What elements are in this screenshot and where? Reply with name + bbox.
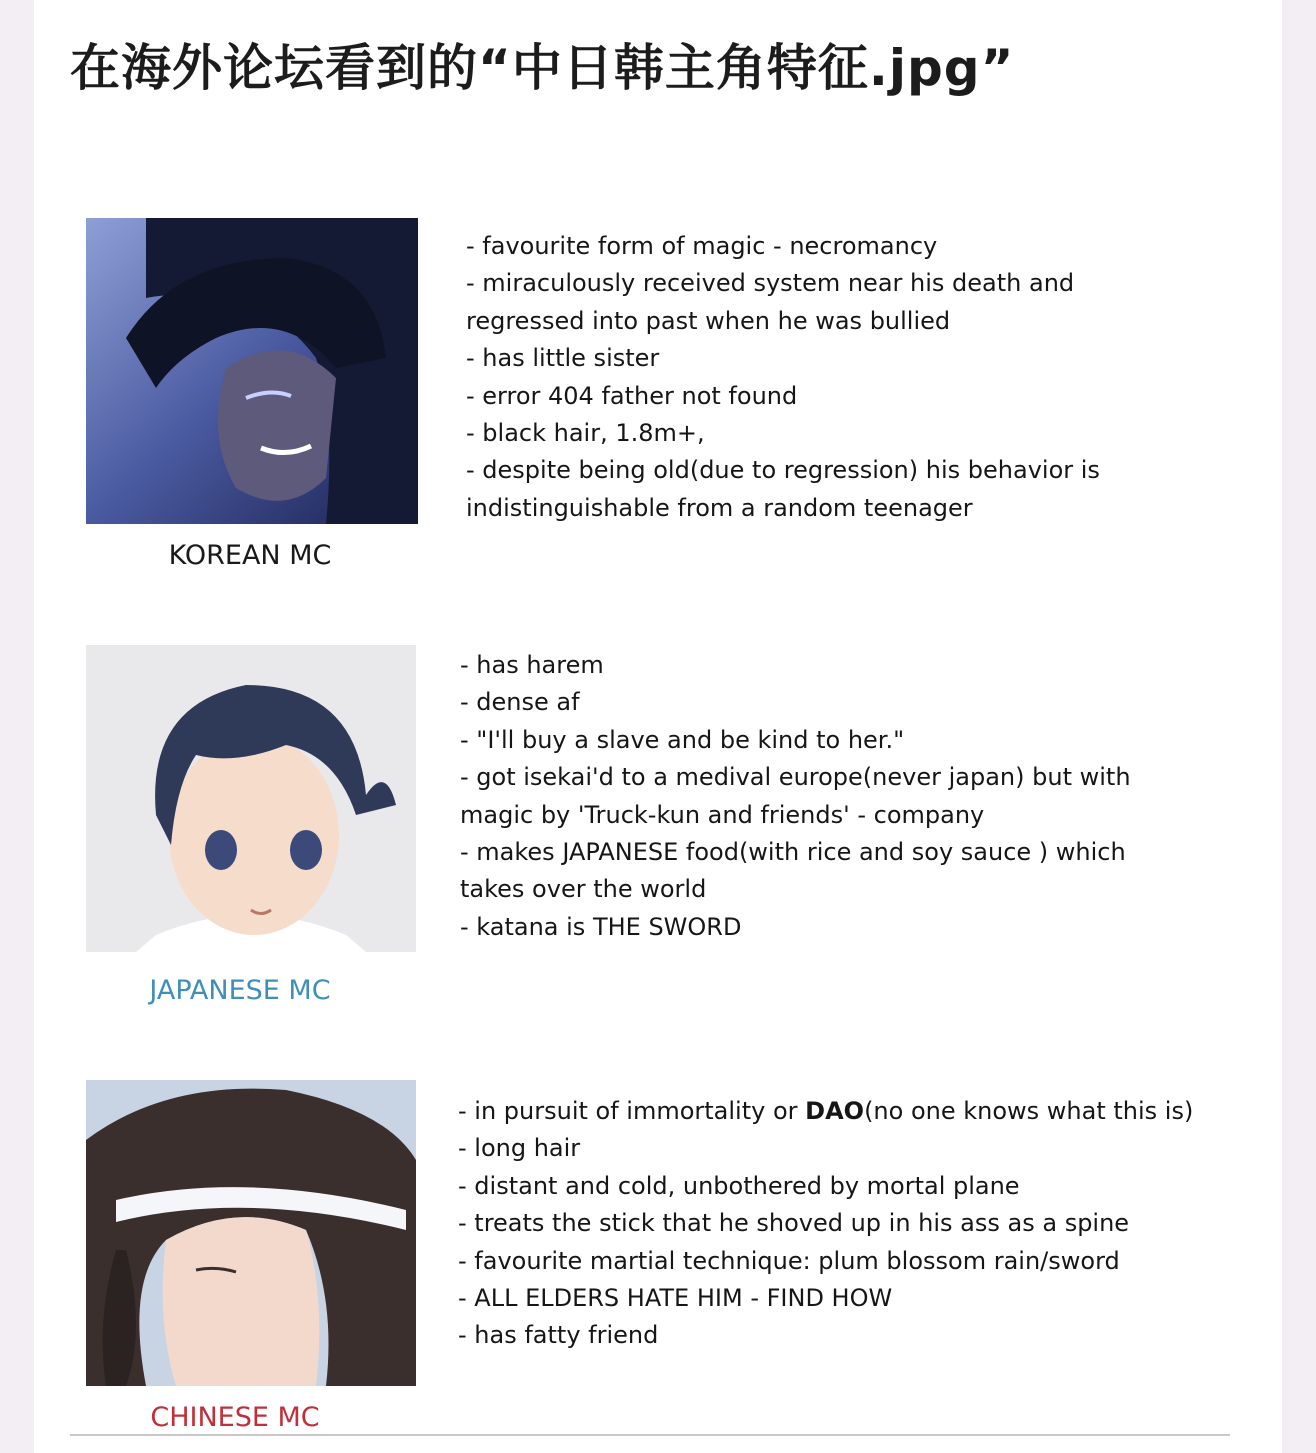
trait-line: - favourite martial technique: plum blossom rain/sword — [458, 1246, 1120, 1275]
trait-line: - miraculously received system near his death and — [466, 269, 1075, 298]
trait-line: - ALL ELDERS HATE HIM - FIND HOW — [458, 1284, 893, 1313]
japanese-mc-label: JAPANESE MC — [149, 975, 331, 1006]
trait-line: - makes JAPANESE food(with rice and soy sauce ) which — [460, 838, 1126, 867]
korean-mc-portrait — [86, 218, 418, 524]
trait-line: - got isekai'd to a medival europe(never japan) but with — [460, 763, 1131, 792]
chinese-mc-portrait — [86, 1080, 416, 1386]
trait-line: - treats the stick that he shoved up in his ass as a spine — [458, 1209, 1130, 1238]
japanese-mc-portrait — [86, 645, 416, 952]
trait-dao-bold: DAO — [805, 1097, 865, 1125]
trait-line — [458, 1093, 1248, 1130]
trait-line: magic by 'Truck-kun and friends' - company — [460, 800, 985, 829]
trait-line: - despite being old(due to regression) his behavior is — [466, 456, 1100, 485]
trait-line: indistinguishable from a random teenager — [466, 493, 973, 522]
trait-line: - black hair, 1.8m+, — [466, 419, 705, 448]
trait-suffix: (no one knows what this is) — [864, 1097, 1194, 1125]
post-title: 在海外论坛看到的“中日韩主角特征.jpg” — [70, 39, 1015, 97]
chinese-mc-traits — [458, 1093, 1248, 1355]
japanese-mc-traits — [460, 647, 1240, 946]
trait-line: - long hair — [458, 1134, 581, 1163]
trait-line: - dense af — [460, 688, 580, 717]
trait-line: - "I'll buy a slave and be kind to her." — [460, 725, 905, 754]
trait-line: - has fatty friend — [458, 1321, 659, 1350]
trait-line: - error 404 father not found — [466, 381, 798, 410]
trait-line: - has harem — [460, 651, 604, 679]
trait-line: - favourite form of magic - necromancy — [466, 232, 938, 260]
korean-mc-label: KOREAN MC — [168, 540, 332, 571]
chinese-mc-label: CHINESE MC — [150, 1402, 320, 1433]
trait-line: - has little sister — [466, 344, 660, 373]
trait-prefix: - in pursuit of immortality or — [458, 1097, 806, 1125]
trait-line: regressed into past when he was bullied — [466, 306, 951, 335]
korean-mc-traits — [466, 228, 1226, 527]
trait-line: takes over the world — [460, 875, 707, 904]
trait-line: - katana is THE SWORD — [460, 912, 742, 941]
bottom-divider — [70, 1434, 1230, 1436]
trait-line: - distant and cold, unbothered by mortal plane — [458, 1171, 1020, 1200]
